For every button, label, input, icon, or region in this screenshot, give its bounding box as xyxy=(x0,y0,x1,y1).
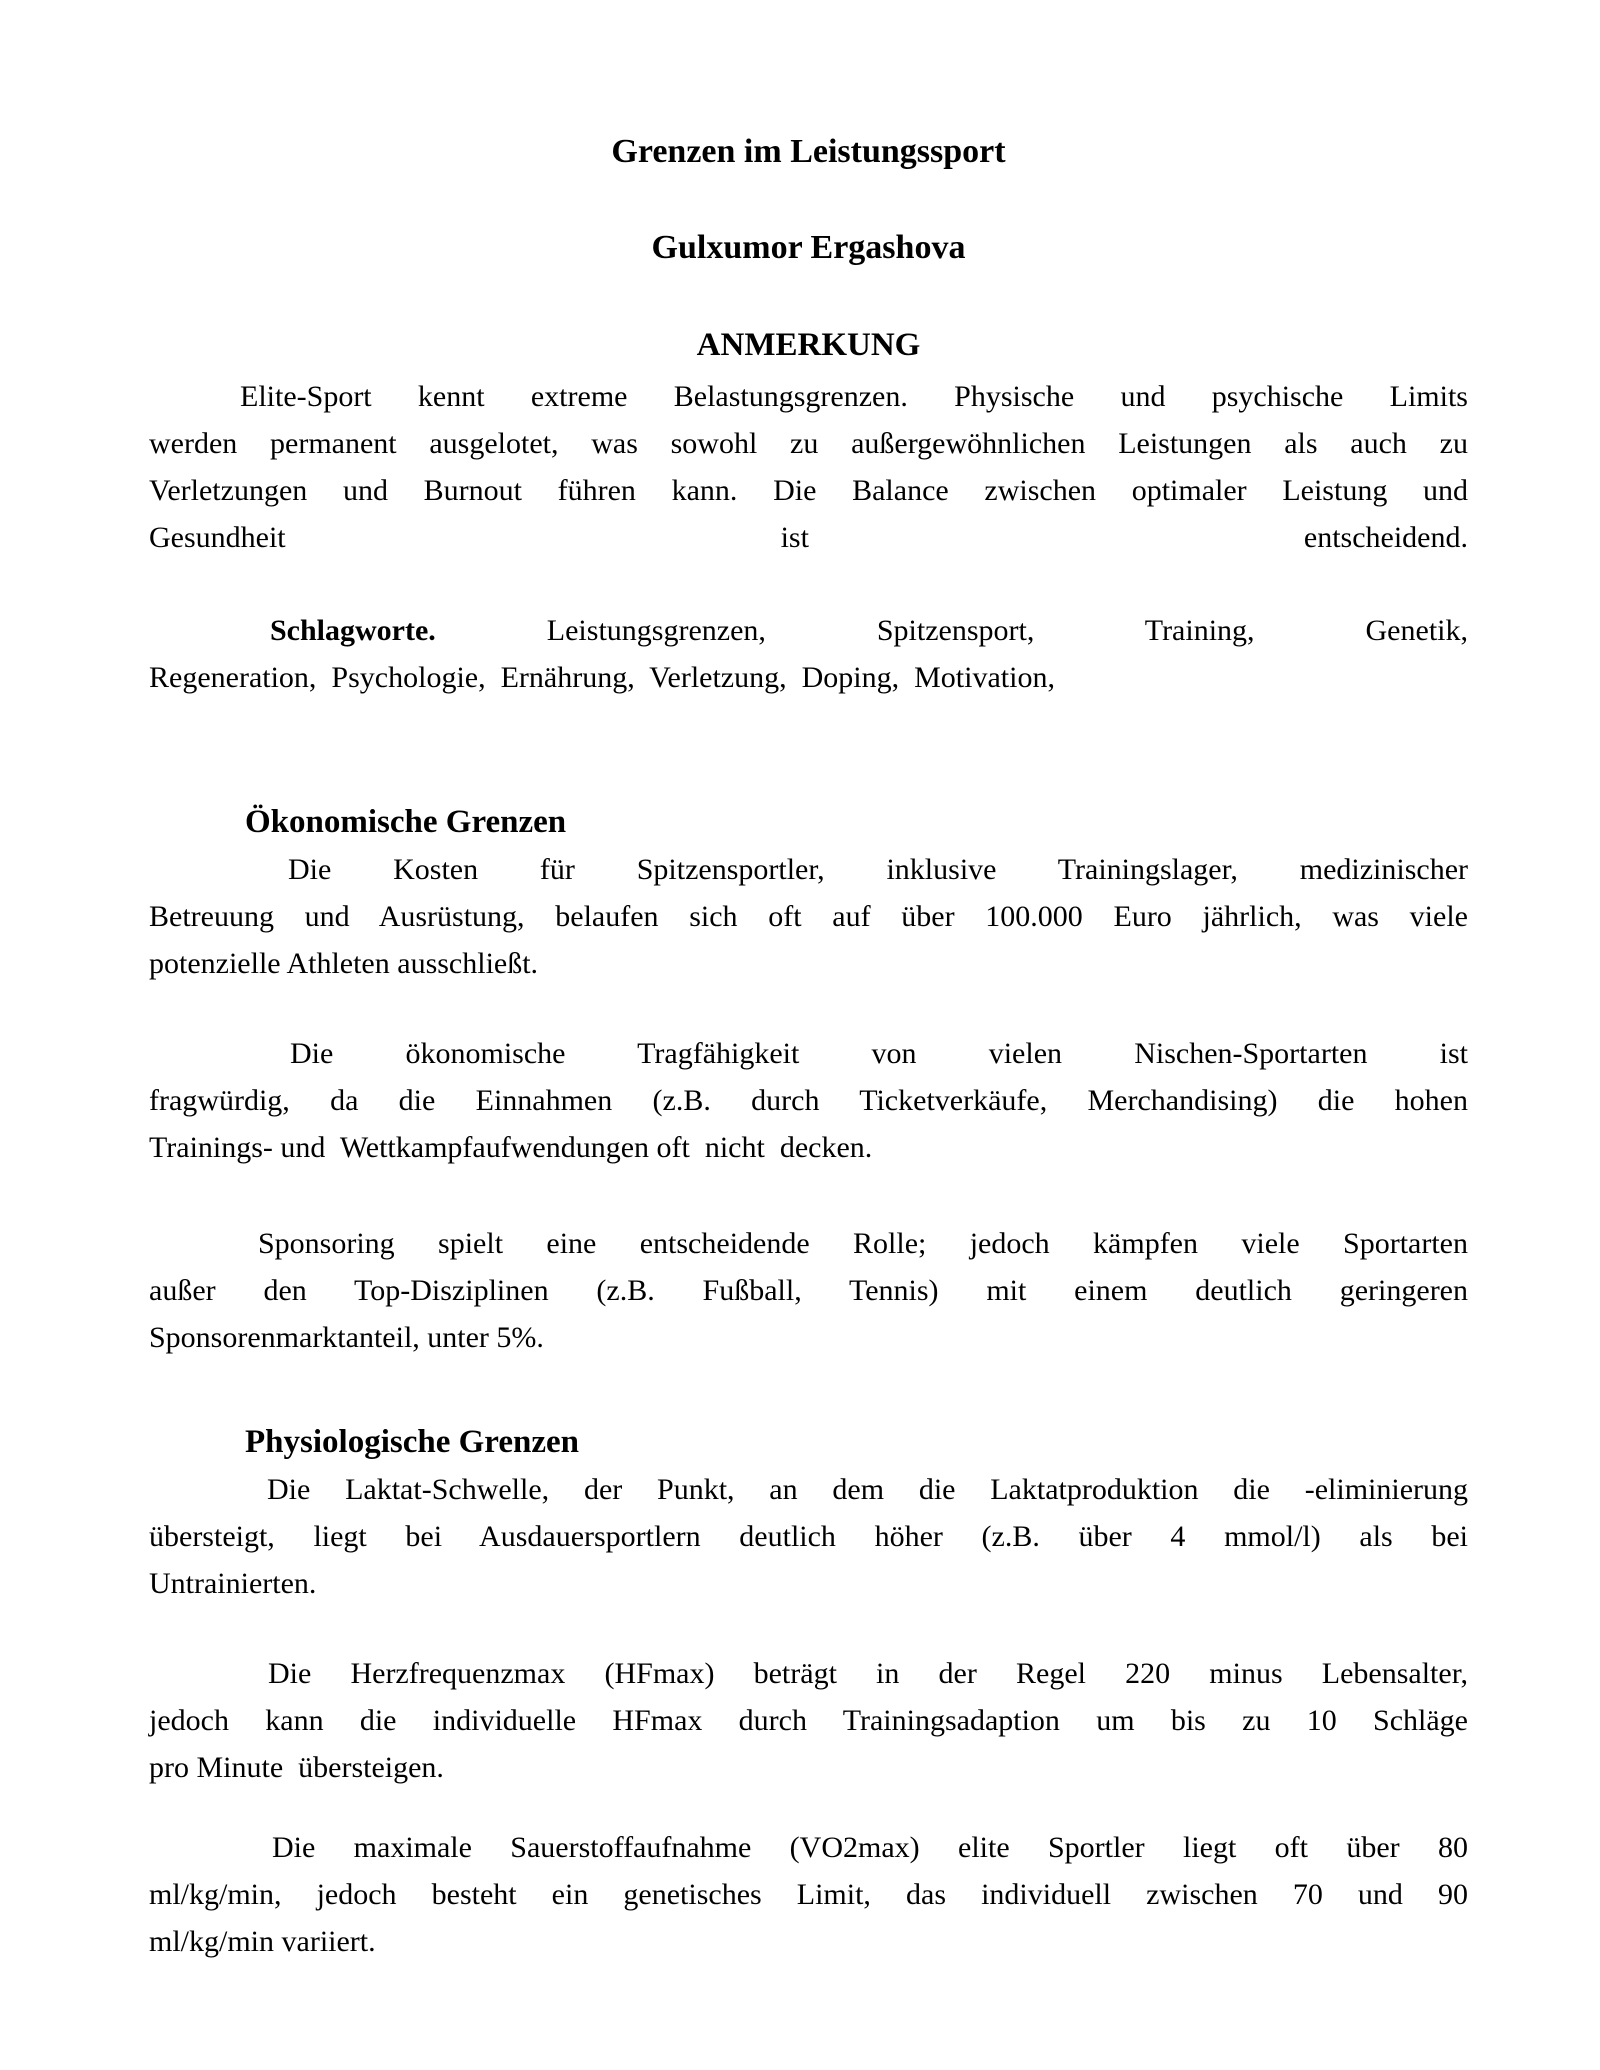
paragraph-costs xyxy=(149,846,1468,987)
abstract-paragraph-line: werden permanent ausgelotet, was sowohl zu außergewöhnlichen Leistungen als auch zu xyxy=(149,427,1468,460)
paragraph-vo2max-line: Die maximale Sauerstoffaufnahme (VO2max) elite Sportler liegt oft über 80 xyxy=(272,1831,1468,1864)
paragraph-vo2max-line: ml/kg/min, jedoch besteht ein genetisches Limit, das individuell zwischen 70 und 90 xyxy=(149,1878,1468,1911)
abstract-paragraph-line: Verletzungen und Burnout führen kann. Die Balance zwischen optimaler Leistung und xyxy=(149,474,1468,507)
paragraph-viability xyxy=(149,1030,1468,1171)
paragraph-sponsoring-line: außer den Top-Disziplinen (z.B. Fußball, Tennis) mit einem deutlich geringeren xyxy=(149,1274,1468,1307)
paragraph-hfmax-line: Die Herzfrequenzmax (HFmax) beträgt in der Regel 220 minus Lebensalter, xyxy=(268,1657,1468,1690)
section-heading-economic xyxy=(149,799,1468,846)
paragraph-costs-line: Betreuung und Ausrüstung, belaufen sich oft auf über 100.000 Euro jährlich, was viele xyxy=(149,900,1468,933)
paragraph-hfmax-line: jedoch kann die individuelle HFmax durch Trainingsadaption um bis zu 10 Schläge xyxy=(149,1704,1468,1737)
paragraph-vo2max-line: ml/kg/min variiert. xyxy=(149,1925,376,1958)
document-title: Grenzen im Leistungssport xyxy=(611,133,1006,170)
paragraph-viability-line: Die ökonomische Tragfähigkeit von vielen Nischen-Sportarten ist xyxy=(290,1037,1468,1070)
paragraph-lactate-line: Untrainierten. xyxy=(149,1567,317,1600)
paragraph-hfmax xyxy=(149,1650,1468,1791)
section-heading-physiological-line: Physiologische Grenzen xyxy=(245,1424,579,1460)
keywords-label: Schlagworte. xyxy=(270,614,436,647)
paragraph-sponsoring xyxy=(149,1220,1468,1361)
paragraph-lactate xyxy=(149,1466,1468,1607)
paragraph-hfmax-line: pro Minute übersteigen. xyxy=(149,1751,444,1784)
paragraph-viability-line: Trainings- und Wettkampfaufwendungen oft nicht decken. xyxy=(149,1131,873,1164)
paragraph-lactate-line: übersteigt, liegt bei Ausdauersportlern deutlich höher (z.B. über 4 mmol/l) als bei xyxy=(149,1520,1468,1553)
paragraph-costs-line: potenzielle Athleten ausschließt. xyxy=(149,947,539,980)
paragraph-vo2max xyxy=(149,1824,1468,1965)
abstract-paragraph-line: Elite-Sport kennt extreme Belastungsgrenzen. Physische und psychische Limits xyxy=(240,380,1468,413)
section-heading-economic-line: Ökonomische Grenzen xyxy=(245,804,567,840)
paragraph-sponsoring-line: Sponsorenmarktanteil, unter 5%. xyxy=(149,1321,544,1354)
keywords-paragraph xyxy=(149,607,1468,701)
abstract-paragraph xyxy=(149,373,1468,561)
abstract-heading: ANMERKUNG xyxy=(696,327,921,363)
author-name: Gulxumor Ergashova xyxy=(651,229,966,266)
section-heading-physiological xyxy=(149,1419,1468,1466)
keywords-paragraph-line: Schlagworte. Leistungsgrenzen, Spitzensport, Training, Genetik, xyxy=(270,614,1468,647)
paragraph-costs-line: Die Kosten für Spitzensportler, inklusive Trainingslager, medizinischer xyxy=(288,853,1468,886)
abstract-paragraph-line: Gesundheit ist entscheidend. xyxy=(149,521,1468,554)
keywords-paragraph-line: Regeneration, Psychologie, Ernährung, Verletzung, Doping, Motivation, xyxy=(149,661,1055,694)
paragraph-sponsoring-line: Sponsoring spielt eine entscheidende Rolle; jedoch kämpfen viele Sportarten xyxy=(258,1227,1468,1260)
paragraph-viability-line: fragwürdig, da die Einnahmen (z.B. durch Ticketverkäufe, Merchandising) die hohen xyxy=(149,1084,1468,1117)
paragraph-lactate-line: Die Laktat-Schwelle, der Punkt, an dem die Laktatproduktion die -eliminierung xyxy=(267,1473,1468,1506)
